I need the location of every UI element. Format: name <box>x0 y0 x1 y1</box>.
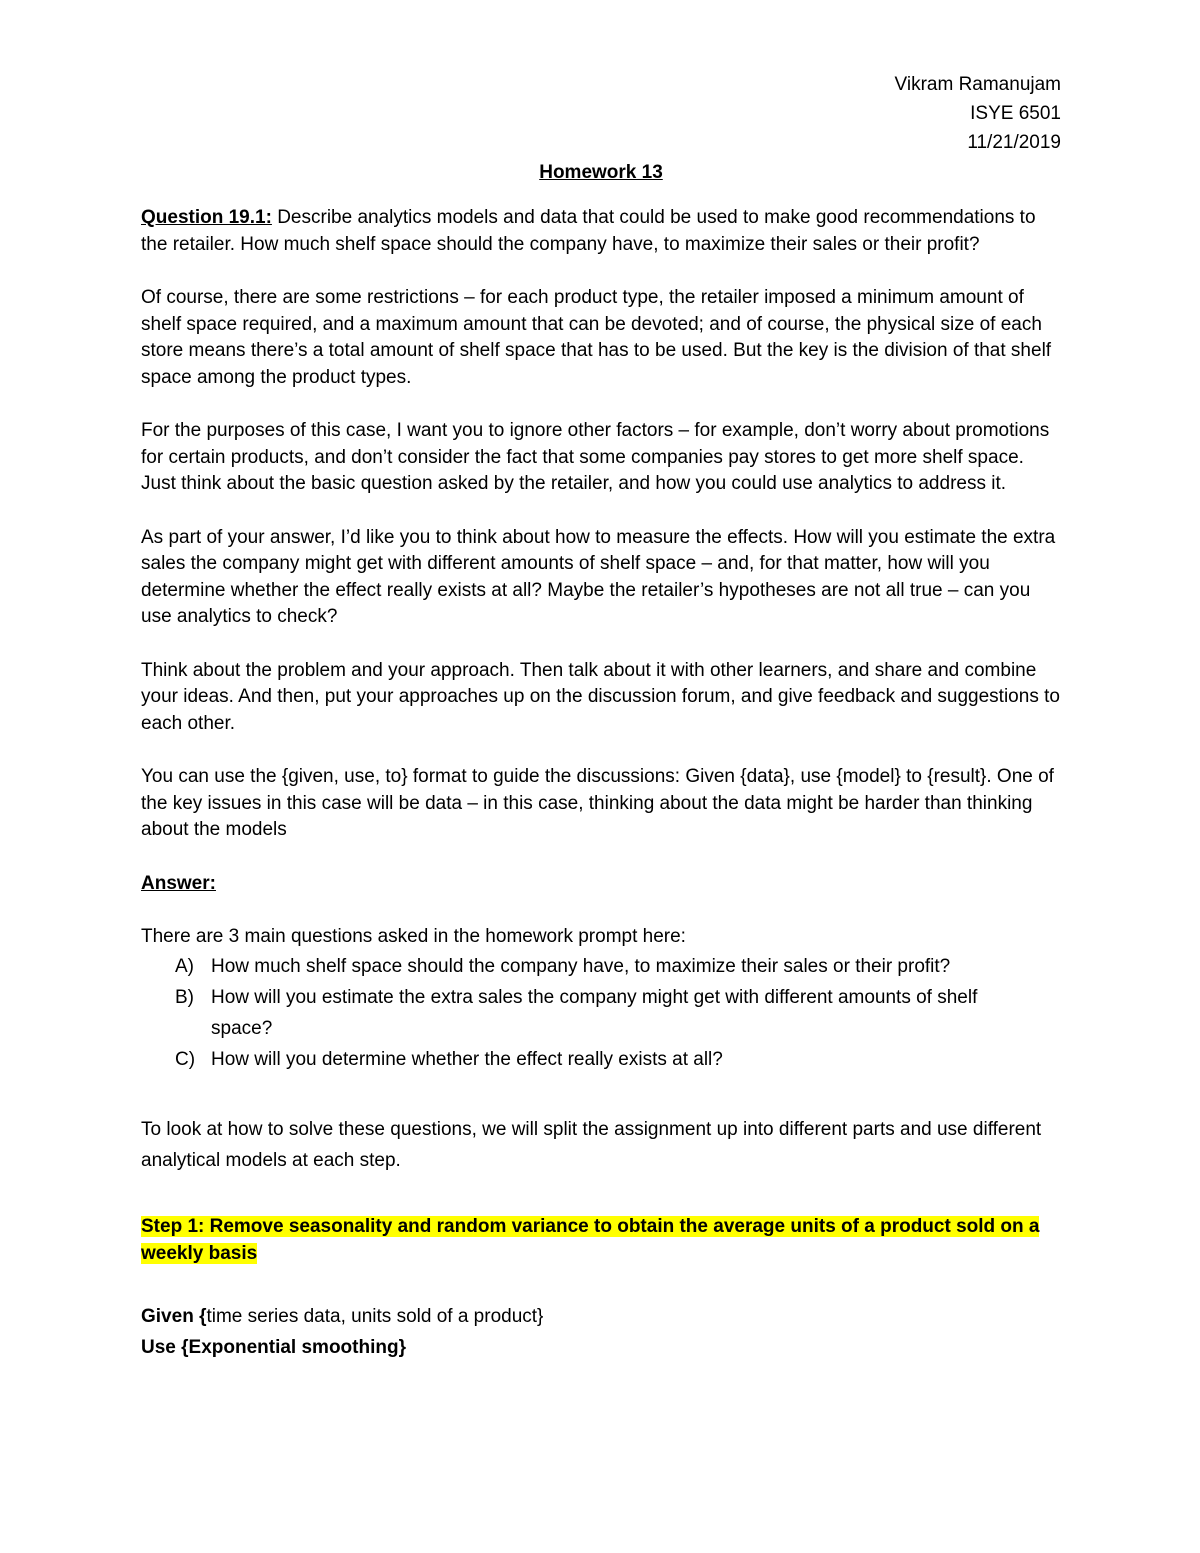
step-1-heading <box>141 1213 1061 1267</box>
document-page <box>141 70 1061 1363</box>
prompt-paragraph-2: For the purposes of this case, I want you to ignore other factors – for example, don’t worry about promotions for certain products, and don’t consider the fact that some companies pay stores to get more shelf space. Just think about the basic question asked by the retailer, and how you could use analytics to address it. <box>141 420 1050 494</box>
author-name: Vikram Ramanujam <box>894 74 1061 95</box>
question-paragraph <box>141 205 1061 258</box>
use-label: Use {Exponential smoothing} <box>141 1336 406 1358</box>
list-item-text: How will you estimate the extra sales the company might get with different amounts of shelf space? <box>211 986 978 1039</box>
list-item <box>175 982 1061 1044</box>
prompt-paragraph-3: As part of your answer, I’d like you to think about how to measure the effects. How will you estimate the extra sales the company might get with different amounts of shelf space – and, for that matter, how will you determine whether the effect really exists at all? Maybe the retailer’s hypotheses are not all true – can you use analytics to check? <box>141 526 1056 627</box>
given-line <box>141 1301 1061 1332</box>
list-marker: B) <box>175 986 194 1008</box>
given-text: time series data, units sold of a product} <box>206 1305 544 1327</box>
list-item <box>175 951 1061 982</box>
prompt-paragraph-4: Think about the problem and your approach. Then talk about it with other learners, and share and combine your ideas. And then, put your approaches up on the discussion forum, and give feedback and suggestions to each other. <box>141 659 1060 734</box>
list-marker: C) <box>175 1048 196 1070</box>
use-line <box>141 1332 1061 1363</box>
question-list <box>175 951 1061 1075</box>
list-item-text: How will you determine whether the effect really exists at all? <box>211 1048 723 1070</box>
prompt-paragraph-5: You can use the {given, use, to} format to guide the discussions: Given {data}, use {model} to {result}. One of the key issues in this case will be data – in this case, thinking about the data might be harder than thinking about the models <box>141 766 1054 840</box>
list-marker: A) <box>175 955 194 977</box>
question-text: Describe analytics models and data that could be used to make good recommendations to the retailer. How much shelf space should the company have, to maximize their sales or their profit? <box>141 207 1036 255</box>
question-label: Question 19.1: <box>141 207 272 228</box>
answer-intro: There are 3 main questions asked in the homework prompt here: <box>141 926 686 947</box>
list-item-text: How much shelf space should the company have, to maximize their sales or their profit? <box>211 955 951 977</box>
list-item <box>175 1044 1061 1075</box>
solve-paragraph: To look at how to solve these questions, we will split the assignment up into different parts and use different analytical models at each step. <box>141 1118 1042 1171</box>
given-label: Given { <box>141 1305 207 1327</box>
answer-heading: Answer: <box>141 872 216 894</box>
prompt-paragraph-1: Of course, there are some restrictions – for each product type, the retailer imposed a minimum amount of shelf space required, and a maximum amount that can be devoted; and of course, the physical size of each store means there’s a total amount of shelf space that has to be used. But the key is the division of that shelf space among the product types. <box>141 287 1052 388</box>
highlighted-text: Step 1: Remove seasonality and random variance to obtain the average units of a product sold on a weekly basis <box>141 1215 1040 1264</box>
author-header <box>141 70 1061 157</box>
course-code: ISYE 6501 <box>970 103 1061 124</box>
submission-date: 11/21/2019 <box>967 132 1061 153</box>
page-title: Homework 13 <box>539 162 663 183</box>
